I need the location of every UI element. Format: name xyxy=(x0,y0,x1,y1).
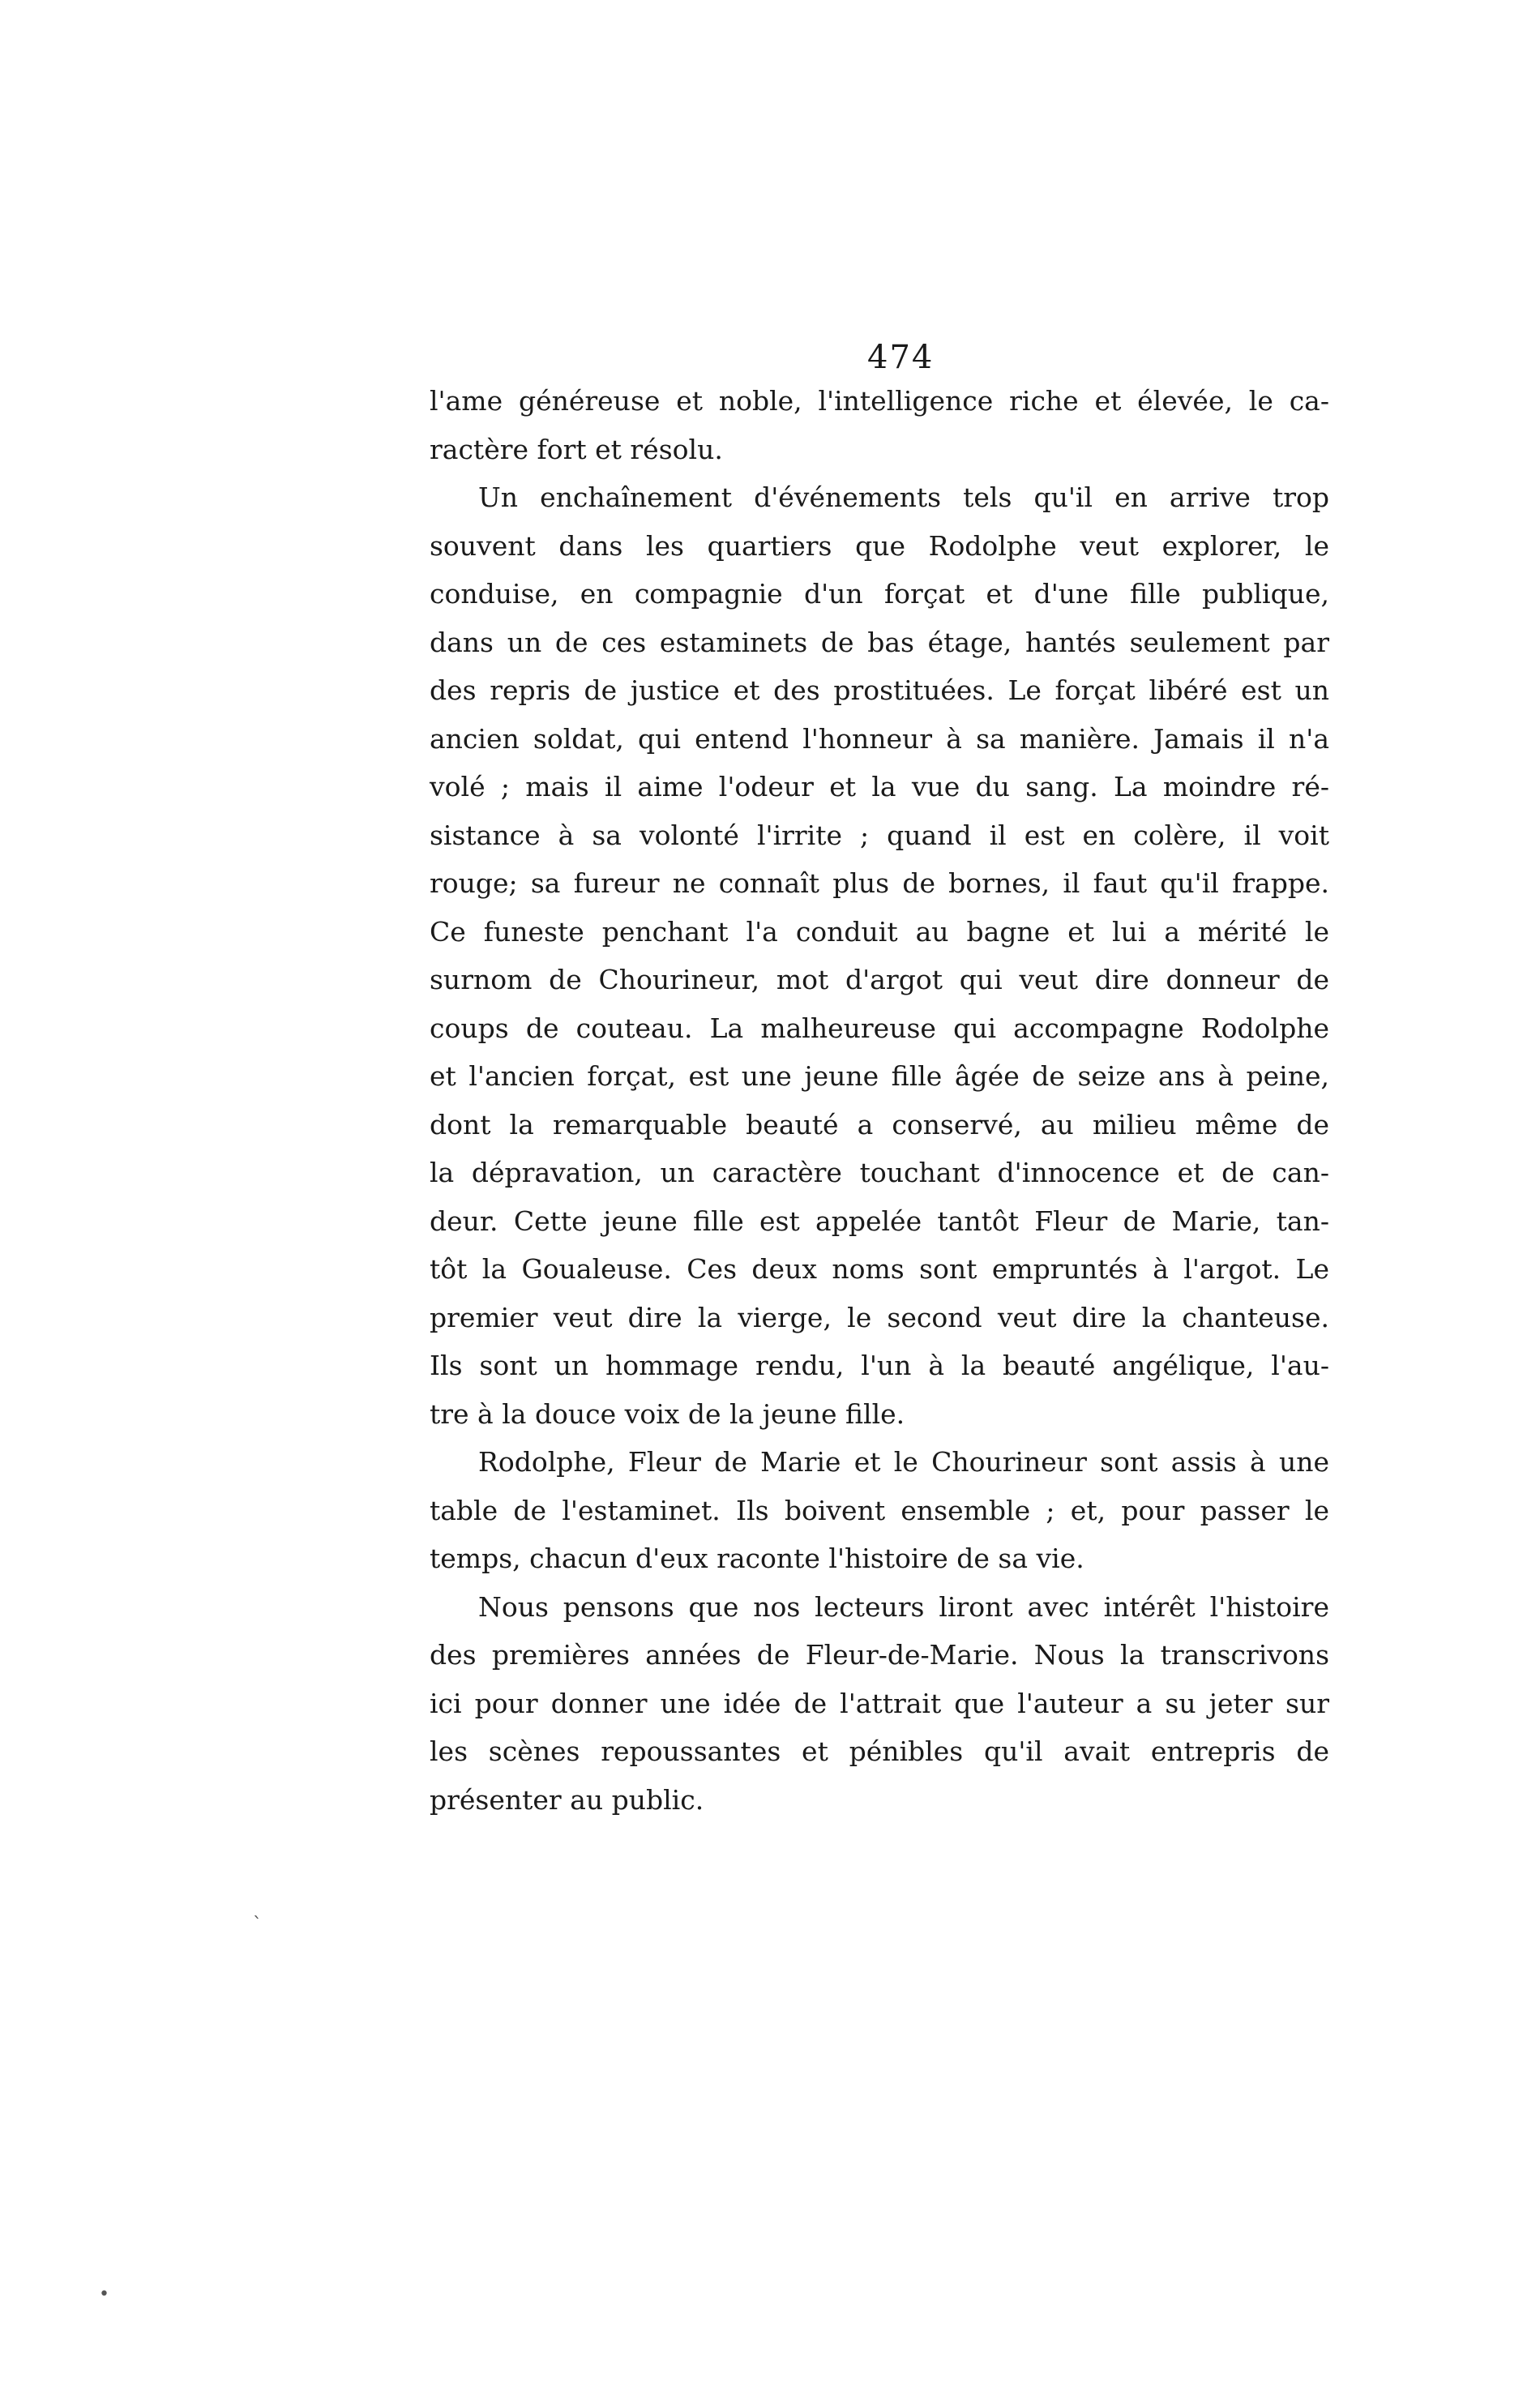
text-line: coups de couteau. La malheureuse qui accompagne Rodolphe xyxy=(430,1012,1329,1044)
page-number: 474 xyxy=(867,339,935,376)
text-line: sistance à sa volonté l'irrite ; quand il est en colère, il voit xyxy=(430,819,1329,851)
text-line: ancien soldat, qui entend l'honneur à sa manière. Jamais il n'a xyxy=(430,722,1329,755)
text-line: temps, chacun d'eux raconte l'histoire de sa vie. xyxy=(430,1543,1084,1574)
text-line: ici pour donner une idée de l'attrait que l'auteur a su jeter sur xyxy=(430,1687,1329,1719)
stray-mark: • xyxy=(99,2284,109,2304)
text-line: des premières années de Fleur-de-Marie. Nous la transcrivons xyxy=(430,1639,1329,1671)
text-line: Un enchaînement d'événements tels qu'il en arrive trop xyxy=(478,481,1329,513)
body-text xyxy=(430,377,1329,1824)
text-line: volé ; mais il aime l'odeur et la vue du sang. La moindre ré- xyxy=(430,771,1329,802)
text-line: souvent dans les quartiers que Rodolphe veut explorer, le xyxy=(430,529,1329,562)
text-line: la dépravation, un caractère touchant d'innocence et de can- xyxy=(430,1157,1329,1188)
text-line: l'ame généreuse et noble, l'intelligence riche et élevée, le ca- xyxy=(430,385,1329,417)
text-line: table de l'estaminet. Ils boivent ensemble ; et, pour passer le xyxy=(430,1494,1329,1526)
text-line: et l'ancien forçat, est une jeune fille âgée de seize ans à peine, xyxy=(430,1060,1329,1092)
text-line: les scènes repoussantes et pénibles qu'il avait entrepris de xyxy=(430,1735,1329,1767)
stray-mark: ˋ xyxy=(253,1915,262,1935)
text-line: des repris de justice et des prostituées. Le forçat libéré est un xyxy=(430,674,1329,706)
text-line: dans un de ces estaminets de bas étage, hantés seulement par xyxy=(430,626,1329,658)
text-line: conduise, en compagnie d'un forçat et d'une fille publique, xyxy=(430,578,1329,610)
text-line: premier veut dire la vierge, le second veut dire la chanteuse. xyxy=(430,1301,1329,1333)
text-line: présenter au public. xyxy=(430,1783,704,1816)
text-line: surnom de Chourineur, mot d'argot qui veut dire donneur de xyxy=(430,964,1329,995)
text-line: Ce funeste penchant l'a conduit au bagne et lui a mérité le xyxy=(430,915,1329,948)
text-line: Ils sont un hommage rendu, l'un à la beauté angélique, l'au- xyxy=(430,1350,1329,1381)
text-line: ractère fort et résolu. xyxy=(430,433,723,465)
text-line: deur. Cette jeune fille est appelée tantôt Fleur de Marie, tan- xyxy=(430,1205,1329,1237)
text-line: rouge; sa fureur ne connaît plus de bornes, il faut qu'il frappe. xyxy=(430,867,1329,899)
text-line: tre à la douce voix de la jeune fille. xyxy=(430,1397,905,1430)
text-line: Rodolphe, Fleur de Marie et le Chourineur sont assis à une xyxy=(478,1446,1329,1478)
text-line: tôt la Goualeuse. Ces deux noms sont empruntés à l'argot. Le xyxy=(430,1253,1329,1285)
text-line: Nous pensons que nos lecteurs liront avec intérêt l'histoire xyxy=(478,1590,1329,1623)
text-line: dont la remarquable beauté a conservé, au milieu même de xyxy=(430,1108,1329,1140)
